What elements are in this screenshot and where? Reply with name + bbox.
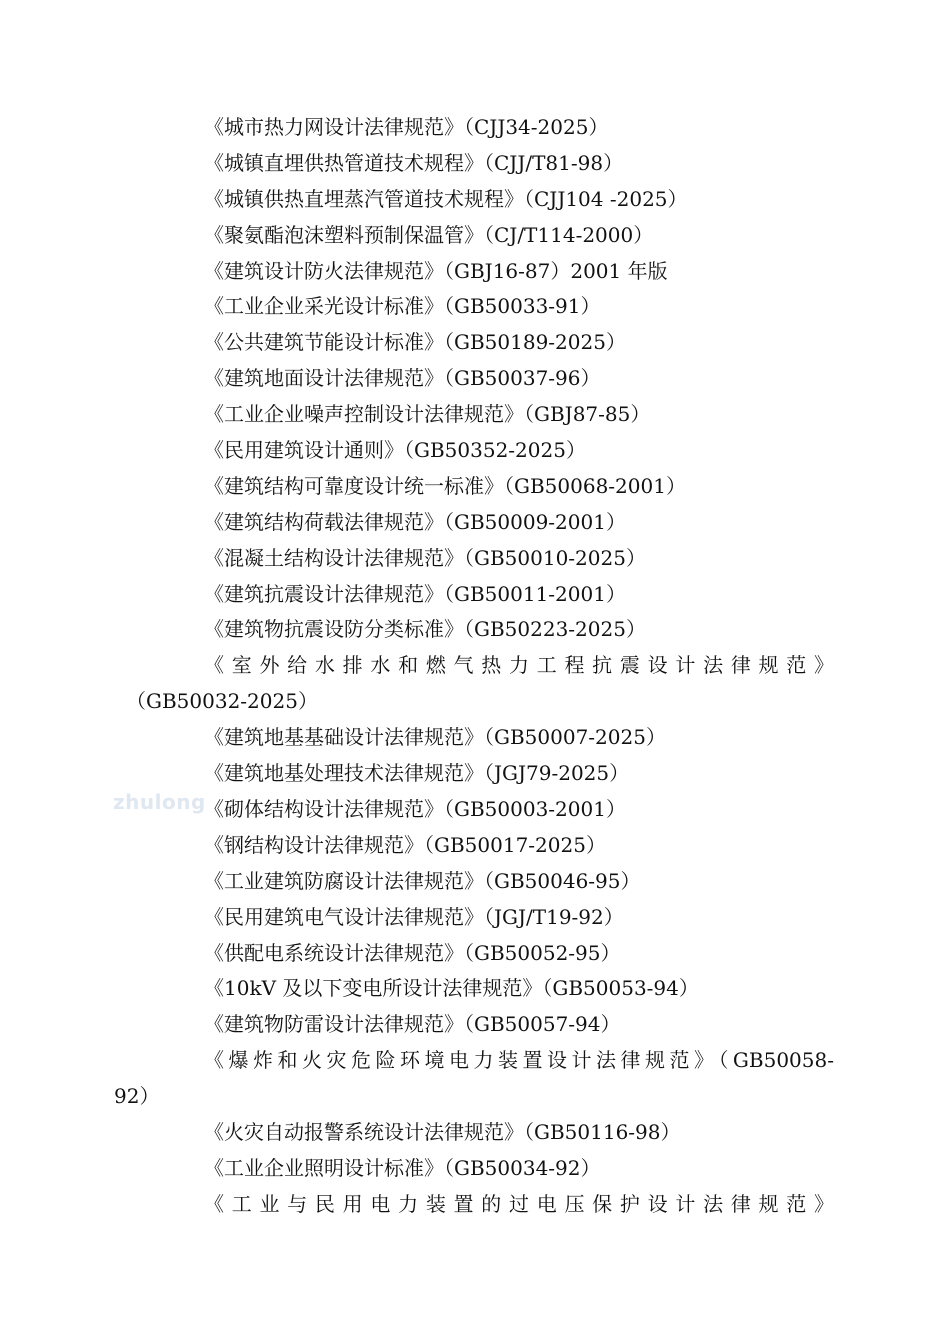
wrapped-line-2: 92）: [114, 1084, 160, 1109]
last-line: 《工业与民用电力装置的过电压保护设计法律规范》: [204, 1191, 834, 1216]
standards-list: [114, 110, 834, 1223]
list-item: 《建筑地基处理技术法律规范》（JGJ79-2025）: [204, 761, 630, 786]
list-item: 《民用建筑电气设计法律规范》（JGJ/T19-92）: [204, 904, 624, 929]
list-item: 《火灾自动报警系统设计法律规范》（GB50116-98）: [204, 1120, 681, 1144]
list-item: 《城镇直埋供热管道技术规程》（CJJ/T81-98）: [204, 150, 624, 175]
list-item: 《民用建筑设计通则》（GB50352-2025）: [204, 438, 586, 463]
watermark: zhulong: [113, 790, 206, 814]
list-item: 《工业建筑防腐设计法律规范》（GB50046-95）: [204, 868, 641, 893]
list-item: 《10kV 及以下变电所设计法律规范》（GB50053-94）: [204, 976, 699, 1001]
list-item-partial: [114, 1187, 834, 1223]
list-item: 《城镇供热直埋蒸汽管道技术规程》（CJJ104 -2025）: [204, 186, 688, 211]
list-item: 《建筑结构荷载法律规范》（GB50009-2001）: [204, 509, 626, 534]
list-item: 《工业企业采光设计标准》（GB50033-91）: [204, 294, 601, 319]
list-item: 《建筑地基基础设计法律规范》（GB50007-2025）: [204, 725, 666, 750]
list-item: 《建筑结构可靠度设计统一标准》（GB50068-2001）: [204, 473, 686, 498]
wrapped-line-1: 《爆炸和火灾危险环境电力装置设计法律规范》（GB50058-: [204, 1048, 834, 1073]
list-item: 《钢结构设计法律规范》（GB50017-2025）: [204, 832, 606, 857]
list-item: 《工业企业噪声控制设计法律规范》（GBJ87-85）: [204, 402, 651, 427]
list-item: 《建筑物防雷设计法律规范》（GB50057-94）: [204, 1012, 621, 1037]
list-item: 《建筑物抗震设防分类标准》（GB50223-2025）: [204, 617, 646, 642]
list-item: 《聚氨酯泡沫塑料预制保温管》（CJ/T114-2000）: [204, 222, 654, 247]
list-item: 《混凝土结构设计法律规范》（GB50010-2025）: [204, 545, 646, 570]
list-item: 《建筑抗震设计法律规范》（GB50011-2001）: [204, 581, 626, 606]
list-item: 《供配电系统设计法律规范》（GB50052-95）: [204, 940, 621, 965]
list-item: 《公共建筑节能设计标准》（GB50189-2025）: [204, 330, 626, 355]
list-item: 《砌体结构设计法律规范》（GB50003-2001）: [204, 796, 626, 821]
list-item: 《建筑地面设计法律规范》（GB50037-96）: [204, 366, 601, 391]
list-item: 《城市热力网设计法律规范》（CJJ34-2025）: [204, 115, 609, 139]
list-item-wrapped: [114, 1043, 834, 1115]
wrapped-line-1: 《室外给水排水和燃气热力工程抗震设计法律规范》: [204, 653, 834, 678]
list-item: 《建筑设计防火法律规范》（GBJ16-87）2001 年版: [204, 258, 668, 283]
list-item: 《工业企业照明设计标准》（GB50034-92）: [204, 1155, 601, 1180]
list-item-wrapped: [114, 648, 834, 720]
wrapped-line-2: （GB50032-2025）: [126, 689, 318, 714]
